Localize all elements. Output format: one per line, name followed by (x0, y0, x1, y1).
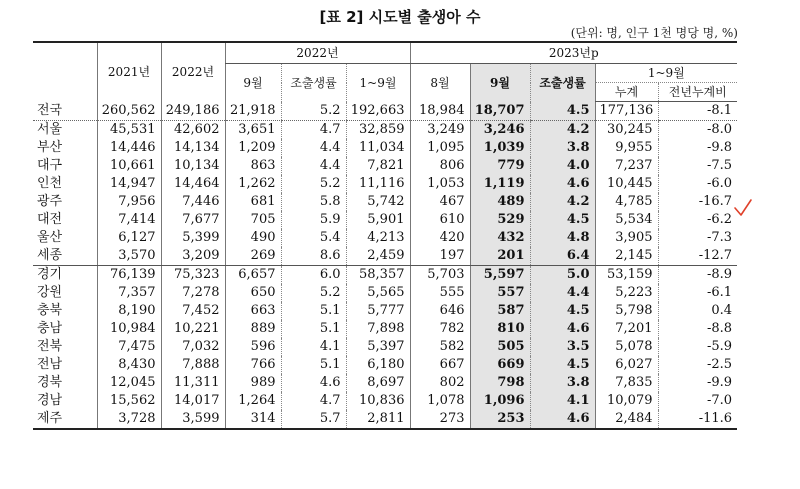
cell-2023-cum-change: -7.3 (658, 229, 737, 247)
cell-2021: 45,531 (97, 121, 161, 140)
table-row (33, 338, 737, 356)
cell-2021: 7,475 (97, 338, 161, 356)
cell-2021: 260,562 (97, 102, 161, 121)
cell-2023-aug: 782 (410, 320, 470, 338)
cell-2022-sep: 650 (225, 284, 281, 302)
cell-2022-sep: 596 (225, 338, 281, 356)
cell-2023-aug: 5,703 (410, 266, 470, 285)
table-row (33, 211, 737, 229)
cell-2022: 42,602 (161, 121, 225, 140)
cell-2021: 3,728 (97, 410, 161, 429)
cell-2023-cum: 10,445 (595, 175, 658, 193)
cell-2023-sep: 5,597 (470, 266, 530, 285)
cell-2023-cbr: 4.2 (530, 193, 595, 211)
header-2023-group: 2023년p (410, 42, 737, 64)
table-row (33, 247, 737, 266)
cell-2023-cum: 9,955 (595, 139, 658, 157)
header-2023-cbr: 조출생률 (530, 64, 595, 102)
cell-2022-jan-sep: 5,397 (346, 338, 410, 356)
cell-2023-cum-change: -9.9 (658, 374, 737, 392)
cell-2022-sep: 663 (225, 302, 281, 320)
cell-2023-sep: 669 (470, 356, 530, 374)
cell-2022-sep: 681 (225, 193, 281, 211)
table-row (33, 175, 737, 193)
region-cell: 부산 (37, 140, 63, 155)
cell-2023-cbr: 4.0 (530, 157, 595, 175)
cell-2023-cbr: 4.1 (530, 392, 595, 410)
header-2023-aug: 8월 (410, 64, 470, 102)
cell-2022-cbr: 6.0 (281, 266, 346, 285)
cell-2022-sep: 1,262 (225, 175, 281, 193)
cell-2023-cum: 5,798 (595, 302, 658, 320)
cell-2023-cum-change: -6.2 (658, 211, 737, 229)
cell-2023-aug: 273 (410, 410, 470, 429)
cell-2022-sep: 1,264 (225, 392, 281, 410)
cell-2022-sep: 490 (225, 229, 281, 247)
table-body (33, 102, 737, 430)
cell-2022-jan-sep: 5,742 (346, 193, 410, 211)
cell-2023-cum: 5,078 (595, 338, 658, 356)
cell-2023-aug: 555 (410, 284, 470, 302)
cell-2022: 11,311 (161, 374, 225, 392)
cell-2023-aug: 1,078 (410, 392, 470, 410)
cell-2023-cbr: 4.4 (530, 284, 595, 302)
cell-2023-cum-change: -8.0 (658, 121, 737, 140)
cell-2022-jan-sep: 6,180 (346, 356, 410, 374)
table-row (33, 266, 737, 285)
cell-2022: 7,452 (161, 302, 225, 320)
cell-2023-cum: 4,785 (595, 193, 658, 211)
cell-2023-sep: 587 (470, 302, 530, 320)
header-cum-change: 전년누계비 (658, 83, 737, 102)
cell-2021: 12,045 (97, 374, 161, 392)
cell-2022-cbr: 8.6 (281, 247, 346, 266)
cell-2022-jan-sep: 32,859 (346, 121, 410, 140)
cell-2023-sep: 1,096 (470, 392, 530, 410)
header-2022-cbr: 조출생률 (281, 64, 346, 102)
cell-2023-sep: 3,246 (470, 121, 530, 140)
cell-2023-sep: 779 (470, 157, 530, 175)
header-2022-jan-sep: 1~9월 (346, 64, 410, 102)
cell-2023-aug: 802 (410, 374, 470, 392)
cell-2022-sep: 21,918 (225, 102, 281, 121)
region-cell: 서울 (37, 122, 63, 137)
cell-2022: 5,399 (161, 229, 225, 247)
cell-2023-aug: 197 (410, 247, 470, 266)
cell-2022-jan-sep: 2,459 (346, 247, 410, 266)
table-row (33, 410, 737, 429)
cell-2021: 7,414 (97, 211, 161, 229)
cell-2022-cbr: 5.7 (281, 410, 346, 429)
cell-2023-sep: 810 (470, 320, 530, 338)
cell-2021: 14,446 (97, 139, 161, 157)
cell-2022: 7,888 (161, 356, 225, 374)
cell-2021: 7,357 (97, 284, 161, 302)
header-2022-sep: 9월 (225, 64, 281, 102)
births-by-region-table (33, 41, 737, 430)
cell-2022-sep: 314 (225, 410, 281, 429)
table-title: [표 2] 시도별 출생아 수 (319, 8, 481, 26)
cell-2023-cbr: 4.2 (530, 121, 595, 140)
cell-2022-jan-sep: 58,357 (346, 266, 410, 285)
cell-2021: 15,562 (97, 392, 161, 410)
cell-2023-cum-change: -6.1 (658, 284, 737, 302)
cell-2022-jan-sep: 4,213 (346, 229, 410, 247)
table-row (33, 157, 737, 175)
header-2023-sep: 9월 (470, 64, 530, 102)
table-row (33, 193, 737, 211)
cell-2021: 3,570 (97, 247, 161, 266)
cell-2023-cbr: 4.5 (530, 302, 595, 320)
cell-2023-aug: 806 (410, 157, 470, 175)
region-cell: 전국 (33, 102, 97, 121)
cell-2023-cum-change: -9.8 (658, 139, 737, 157)
cell-2022: 10,221 (161, 320, 225, 338)
cell-2023-sep: 557 (470, 284, 530, 302)
region-header (33, 42, 97, 102)
cell-2023-cbr: 4.8 (530, 229, 595, 247)
cell-2022-cbr: 4.4 (281, 139, 346, 157)
cell-2023-sep: 529 (470, 211, 530, 229)
region-cell: 충북 (37, 303, 63, 318)
cell-2022-cbr: 5.1 (281, 302, 346, 320)
cell-2022-cbr: 5.2 (281, 175, 346, 193)
cell-2022-cbr: 5.1 (281, 356, 346, 374)
cell-2023-cum-change: -8.1 (658, 102, 737, 121)
cell-2022-jan-sep: 2,811 (346, 410, 410, 429)
cell-2021: 8,190 (97, 302, 161, 320)
cell-2023-cum-change: -8.9 (658, 266, 737, 285)
table-row (33, 102, 737, 121)
table-row (33, 302, 737, 320)
cell-2023-aug: 18,984 (410, 102, 470, 121)
region-cell: 대전 (37, 212, 63, 227)
cell-2023-cbr: 5.0 (530, 266, 595, 285)
cell-2023-cbr: 4.6 (530, 175, 595, 193)
cell-2023-cbr: 4.5 (530, 211, 595, 229)
cell-2022-cbr: 5.4 (281, 229, 346, 247)
cell-2023-cum-change: -2.5 (658, 356, 737, 374)
cell-2023-aug: 646 (410, 302, 470, 320)
cell-2023-cum: 177,136 (595, 102, 658, 121)
cell-2022-jan-sep: 11,034 (346, 139, 410, 157)
cell-2022: 7,278 (161, 284, 225, 302)
unit-note: (단위: 명, 인구 1천 명당 명, %) (570, 26, 738, 40)
cell-2023-sep: 18,707 (470, 102, 530, 121)
cell-2023-cum-change: -11.6 (658, 410, 737, 429)
cell-2023-cum-change: -6.0 (658, 175, 737, 193)
region-cell: 경남 (37, 393, 63, 408)
cell-2021: 10,661 (97, 157, 161, 175)
cell-2022-jan-sep: 7,821 (346, 157, 410, 175)
cell-2023-cbr: 3.8 (530, 374, 595, 392)
cell-2022-cbr: 5.8 (281, 193, 346, 211)
cell-2023-sep: 201 (470, 247, 530, 266)
cell-2022-cbr: 4.1 (281, 338, 346, 356)
cell-2023-sep: 432 (470, 229, 530, 247)
cell-2022: 3,599 (161, 410, 225, 429)
cell-2023-cum: 7,237 (595, 157, 658, 175)
header-2022-group: 2022년 (225, 42, 410, 64)
header-2023-jan-sep: 1~9월 (595, 64, 737, 83)
cell-2022-sep: 989 (225, 374, 281, 392)
region-cell: 울산 (37, 230, 63, 245)
cell-2021: 7,956 (97, 193, 161, 211)
region-cell: 인천 (37, 176, 63, 191)
region-cell: 경기 (37, 267, 63, 282)
cell-2023-aug: 582 (410, 338, 470, 356)
header-2022-year: 2022년 (161, 42, 225, 102)
region-cell: 대구 (37, 158, 63, 173)
region-cell: 경북 (37, 375, 63, 390)
cell-2022-jan-sep: 5,777 (346, 302, 410, 320)
cell-2023-cum: 10,079 (595, 392, 658, 410)
cell-2023-aug: 610 (410, 211, 470, 229)
cell-2021: 76,139 (97, 266, 161, 285)
region-cell: 전남 (37, 357, 63, 372)
cell-2022-sep: 766 (225, 356, 281, 374)
table-row (33, 229, 737, 247)
cell-2023-cum: 53,159 (595, 266, 658, 285)
cell-2023-cum: 2,484 (595, 410, 658, 429)
cell-2023-cum-change: -7.5 (658, 157, 737, 175)
cell-2023-cum: 7,201 (595, 320, 658, 338)
cell-2022-jan-sep: 192,663 (346, 102, 410, 121)
cell-2022-cbr: 5.2 (281, 284, 346, 302)
cell-2022-sep: 889 (225, 320, 281, 338)
cell-2021: 6,127 (97, 229, 161, 247)
cell-2023-cum: 6,027 (595, 356, 658, 374)
table-row (33, 356, 737, 374)
table-row (33, 392, 737, 410)
cell-2023-cum: 5,223 (595, 284, 658, 302)
cell-2022-sep: 3,651 (225, 121, 281, 140)
cell-2022-sep: 269 (225, 247, 281, 266)
cell-2022-cbr: 4.7 (281, 392, 346, 410)
cell-2021: 14,947 (97, 175, 161, 193)
cell-2022: 7,032 (161, 338, 225, 356)
cell-2022: 7,677 (161, 211, 225, 229)
cell-2021: 8,430 (97, 356, 161, 374)
cell-2022-sep: 1,209 (225, 139, 281, 157)
cell-2021: 10,984 (97, 320, 161, 338)
cell-2023-cum-change: -12.7 (658, 247, 737, 266)
cell-2023-sep: 1,039 (470, 139, 530, 157)
cell-2022-sep: 863 (225, 157, 281, 175)
table-row (33, 139, 737, 157)
table-row (33, 284, 737, 302)
cell-2022-jan-sep: 10,836 (346, 392, 410, 410)
table-row (33, 374, 737, 392)
cell-2023-aug: 1,095 (410, 139, 470, 157)
cell-2023-sep: 253 (470, 410, 530, 429)
cell-2022-jan-sep: 7,898 (346, 320, 410, 338)
cell-2022-jan-sep: 5,565 (346, 284, 410, 302)
cell-2023-cbr: 6.4 (530, 247, 595, 266)
cell-2023-cbr: 4.5 (530, 102, 595, 121)
cell-2023-cum: 30,245 (595, 121, 658, 140)
table-row (33, 320, 737, 338)
cell-2022-jan-sep: 11,116 (346, 175, 410, 193)
cell-2023-cum: 5,534 (595, 211, 658, 229)
cell-2023-cum-change: 0.4 (658, 302, 737, 320)
cell-2023-aug: 420 (410, 229, 470, 247)
cell-2022-sep: 6,657 (225, 266, 281, 285)
cell-2022-cbr: 5.2 (281, 102, 346, 121)
cell-2023-cum-change: -16.7 (658, 193, 737, 211)
region-cell: 충남 (37, 321, 63, 336)
cell-2022-cbr: 4.7 (281, 121, 346, 140)
cell-2022-cbr: 5.9 (281, 211, 346, 229)
cell-2023-sep: 489 (470, 193, 530, 211)
checkmark-icon (733, 198, 753, 218)
region-cell: 세종 (33, 247, 97, 266)
cell-2022-cbr: 5.1 (281, 320, 346, 338)
cell-2023-cbr: 3.5 (530, 338, 595, 356)
cell-2022: 14,134 (161, 139, 225, 157)
region-cell: 제주 (33, 410, 97, 429)
cell-2023-cum-change: -7.0 (658, 392, 737, 410)
cell-2023-aug: 467 (410, 193, 470, 211)
cell-2022: 75,323 (161, 266, 225, 285)
cell-2022: 14,017 (161, 392, 225, 410)
cell-2022-jan-sep: 8,697 (346, 374, 410, 392)
cell-2022-sep: 705 (225, 211, 281, 229)
cell-2023-sep: 1,119 (470, 175, 530, 193)
cell-2022: 249,186 (161, 102, 225, 121)
cell-2023-cum-change: -5.9 (658, 338, 737, 356)
cell-2023-aug: 667 (410, 356, 470, 374)
cell-2022: 3,209 (161, 247, 225, 266)
cell-2023-cum: 7,835 (595, 374, 658, 392)
cell-2023-cbr: 3.8 (530, 139, 595, 157)
cell-2022: 14,464 (161, 175, 225, 193)
cell-2023-aug: 1,053 (410, 175, 470, 193)
header-cum: 누계 (595, 83, 658, 102)
cell-2023-sep: 505 (470, 338, 530, 356)
cell-2023-sep: 798 (470, 374, 530, 392)
cell-2023-cum: 2,145 (595, 247, 658, 266)
cell-2023-cum: 3,905 (595, 229, 658, 247)
region-cell: 광주 (37, 194, 63, 209)
header-2021: 2021년 (97, 42, 161, 102)
cell-2023-aug: 3,249 (410, 121, 470, 140)
cell-2022-cbr: 4.6 (281, 374, 346, 392)
cell-2023-cbr: 4.6 (530, 320, 595, 338)
cell-2022: 10,134 (161, 157, 225, 175)
cell-2023-cum-change: -8.8 (658, 320, 737, 338)
cell-2022-jan-sep: 5,901 (346, 211, 410, 229)
region-cell: 전북 (37, 339, 63, 354)
region-cell: 강원 (37, 285, 63, 300)
cell-2022-cbr: 4.4 (281, 157, 346, 175)
table-row (33, 121, 737, 140)
cell-2023-cbr: 4.5 (530, 356, 595, 374)
cell-2023-cbr: 4.6 (530, 410, 595, 429)
cell-2022: 7,446 (161, 193, 225, 211)
